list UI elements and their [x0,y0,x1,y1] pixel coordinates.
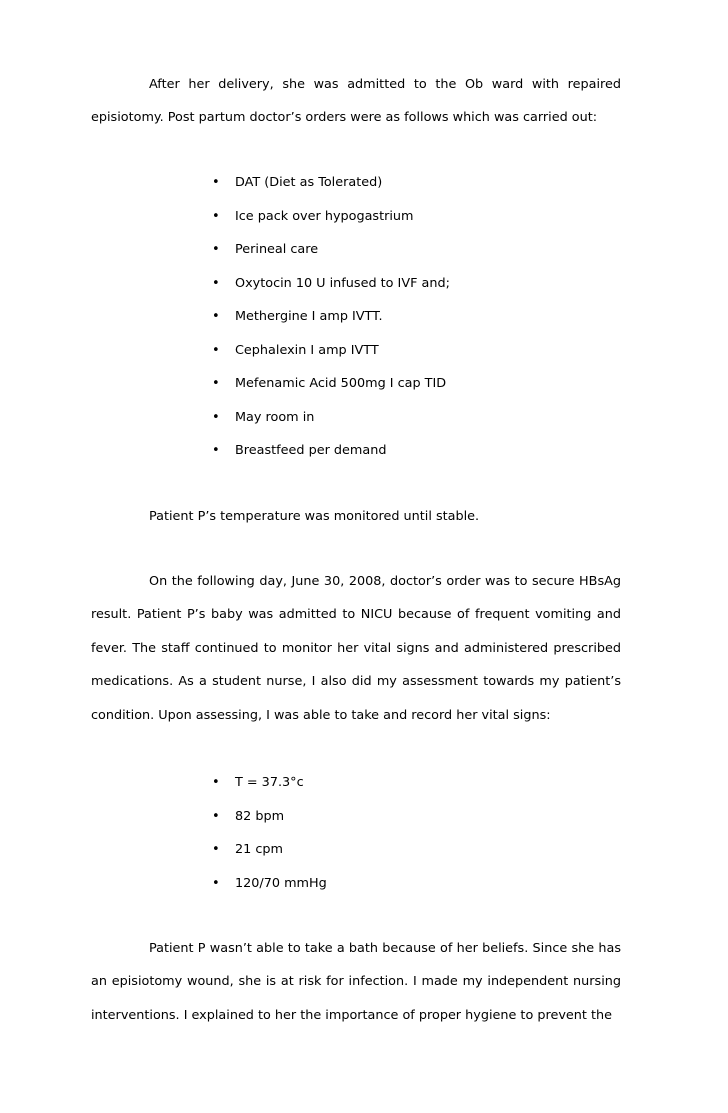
list-item-text: Cephalexin I amp IVTT [235,342,379,358]
list-item [212,434,450,468]
list-item [212,766,327,800]
list-item-text: Ice pack over hypogastrium [235,208,414,224]
list-item [212,166,450,200]
list-item-text: Methergine I amp IVTT. [235,309,383,324]
bullet-icon: • [212,409,220,425]
bullet-icon: • [212,775,220,790]
list-item [212,833,327,867]
bullet-icon: • [212,443,220,458]
list-item [212,401,450,435]
list-item [212,200,450,234]
doctor-orders-list [212,166,450,468]
paragraph-temperature: Patient P’s temperature was monitored until stable. [149,509,480,524]
paragraph-following-day: On the following day, June 30, 2008, doctor’s order was to secure HBsAg result. Patient P’s baby was admitted to NICU because of frequent vomiting and fever. The staff continued to monitor her vital signs and administered prescribed medications. As a student nurse, I also did my assessment towards my patient’s condition. Upon assessing, I was able to take and record her vital signs: [91,574,621,723]
bullet-icon: • [212,808,220,824]
list-item-text: Oxytocin 10 U infused to IVF and; [235,275,450,291]
list-item-text: 120/70 mmHg [235,875,327,891]
paragraph-post-delivery: After her delivery, she was admitted to the Ob ward with repaired episiotomy. Post partum doctor’s orders were as follows which was carried out: [91,77,621,126]
paragraph-hygiene: Patient P wasn’t able to take a bath because of her beliefs. Since she has an episiotomy wound, she is at risk for infection. I made my independent nursing interventions. I explained to her the importance of proper hygiene to prevent the [91,941,621,1023]
bullet-icon: • [212,275,220,291]
list-item [212,267,450,301]
list-item-text: Perineal care [235,242,319,257]
list-item [212,867,327,901]
list-item [212,800,327,834]
list-item-text: 21 cpm [235,842,283,857]
list-item [212,367,450,401]
list-item [212,334,450,368]
list-item-text: 82 bpm [235,808,285,824]
list-item-text: Breastfeed per demand [235,443,387,458]
vital-signs-list [212,766,327,900]
bullet-icon: • [212,875,220,891]
bullet-icon: • [212,842,220,857]
bullet-icon: • [212,208,220,224]
bullet-icon: • [212,376,220,391]
list-item-text: DAT (Diet as Tolerated) [235,175,383,190]
bullet-icon: • [212,242,220,257]
list-item-text: May room in [235,409,315,425]
list-item [212,233,450,267]
list-item [212,300,450,334]
list-item-text: Mefenamic Acid 500mg I cap TID [235,376,447,391]
bullet-icon: • [212,342,220,358]
list-item-text: T = 37.3°c [235,775,304,790]
bullet-icon: • [212,175,220,190]
bullet-icon: • [212,309,220,324]
